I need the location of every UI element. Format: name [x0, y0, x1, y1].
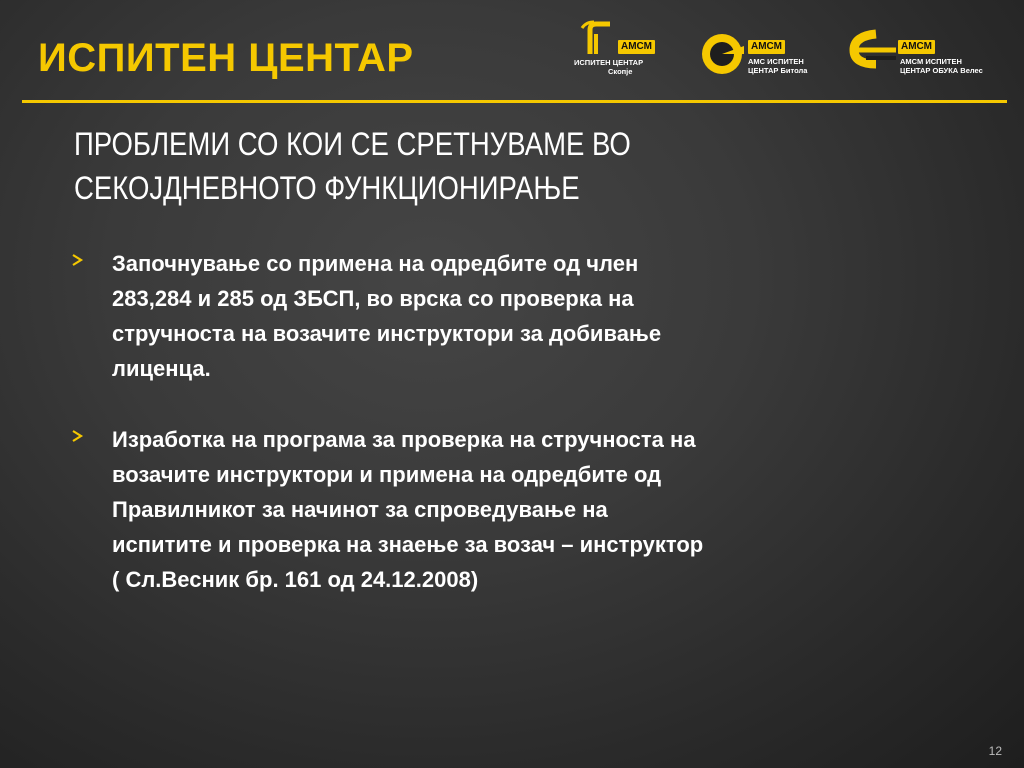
- arrow-bullet-icon: [70, 429, 84, 443]
- bullet-line: Правилникот за начинот за спроведување на: [112, 497, 608, 522]
- logo-badge: АМСМ: [618, 40, 655, 54]
- bullet-line: Започнување со примена на одредбите од член: [112, 251, 639, 276]
- header-divider: [22, 100, 1007, 103]
- logo-text: Скопје: [608, 67, 633, 76]
- logo-text: ЦЕНТАР Битола: [748, 66, 808, 75]
- logo-veles: [848, 20, 1008, 86]
- amsm-swoosh-icon: [848, 20, 900, 70]
- bullet-line: ( Сл.Весник бр. 161 од 24.12.2008): [112, 567, 479, 592]
- logo-skopje: [566, 20, 690, 86]
- amsm-wheel-icon: [700, 20, 746, 76]
- bullet-line: лиценца.: [112, 356, 211, 381]
- bullet-item: [70, 422, 920, 597]
- slide-subtitle: [74, 122, 848, 210]
- subtitle-line: ПРОБЛЕМИ СО КОИ СЕ СРЕТНУВАМЕ ВО: [74, 126, 631, 162]
- page-number: 12: [988, 744, 1002, 758]
- bullet-line: испитите и проверка на знаење за возач – инструктор: [112, 532, 704, 557]
- logo-text: ИСПИТЕН ЦЕНТАР: [574, 58, 644, 67]
- subtitle-line: СЕКОЈДНЕВНОТО ФУНКЦИОНИРАЊЕ: [74, 170, 580, 206]
- bullet-line: 283,284 и 285 од ЗБСП, во врска со проверка на: [112, 286, 634, 311]
- bullet-item: [70, 246, 920, 386]
- logo-bitola: [700, 20, 830, 86]
- logo-text: ЦЕНТАР ОБУКА Велес: [900, 66, 983, 75]
- logo-badge: АМСМ: [898, 40, 935, 54]
- amsm-emblem-icon: [566, 20, 626, 60]
- logo-badge: АМСМ: [748, 40, 785, 54]
- bullet-line: стручноста на возачите инструктори за добивање: [112, 321, 662, 346]
- arrow-bullet-icon: [70, 253, 84, 267]
- bullet-line: Изработка на програма за проверка на стручноста на: [112, 427, 696, 452]
- logo-text: АМС ИСПИТЕН: [748, 57, 804, 66]
- header-title: ИСПИТЕН ЦЕНТАР: [38, 36, 414, 80]
- bullet-list: [70, 246, 920, 633]
- logo-text: АМСМ ИСПИТЕН: [900, 57, 962, 66]
- bullet-line: возачите инструктори и примена на одредбите од: [112, 462, 662, 487]
